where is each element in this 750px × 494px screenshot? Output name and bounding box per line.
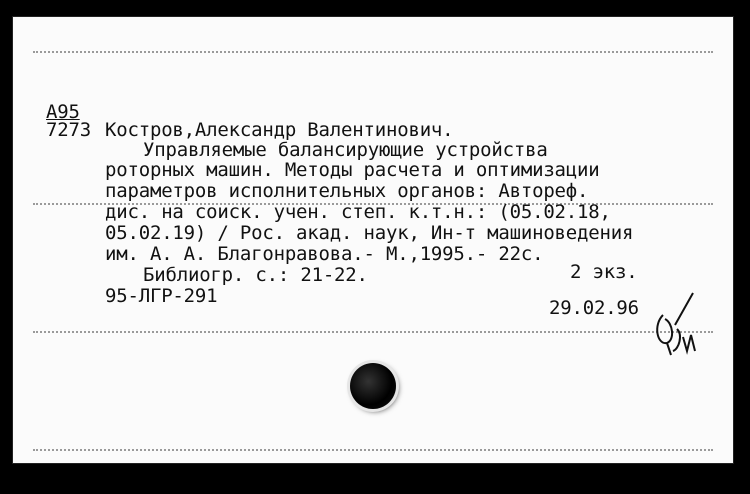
stamp-date: 29.02.96 (549, 297, 639, 319)
author-heading: Костров,Александр Валентинович. (105, 119, 454, 141)
title-line: параметров исполнительных органов: Автореф. (105, 180, 589, 202)
call-number: 7273 (46, 119, 91, 141)
title-line: 05.02.19) / Рос. акад. наук, Ин-т машиноведения (105, 222, 634, 244)
title-line: роторных машин. Методы расчета и оптимизации (105, 159, 600, 181)
title-line: Управляемые балансирующие устройства (143, 139, 548, 161)
imprint-line: им. А. А. Благонравова.- М.,1995.- 22с. (105, 243, 544, 265)
title-line: дис. на соиск. учен. степ. к.т.н.: (05.02.18, (105, 201, 611, 223)
card-rule (33, 331, 713, 333)
shelf-mark: A95 (46, 101, 80, 123)
bibliography-note: Библиогр. с.: 21-22. (143, 264, 368, 286)
accession-number: 95-ЛГР-291 (105, 285, 218, 307)
card-rule (33, 51, 713, 53)
signature-icon (653, 285, 703, 365)
copies-count: 2 экз. (570, 261, 638, 283)
card-rule (33, 449, 713, 451)
punch-hole (350, 363, 396, 409)
